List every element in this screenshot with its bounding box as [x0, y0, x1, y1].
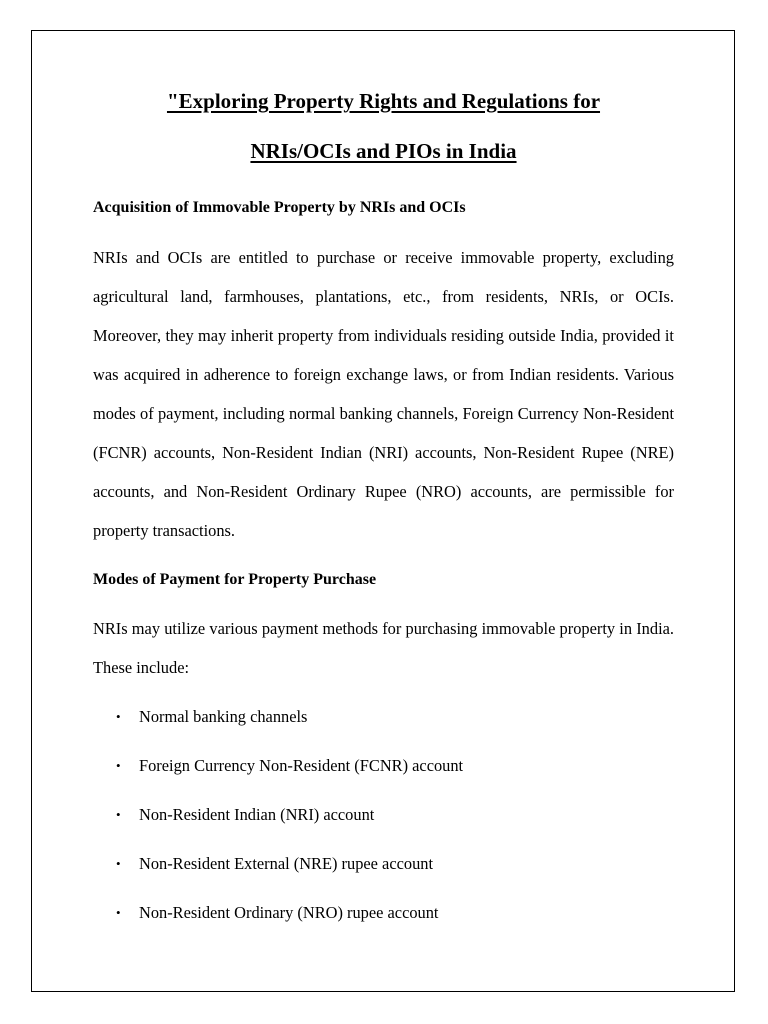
paragraph-payment-modes: NRIs may utilize various payment methods for purchasing immovable property in India. These include:	[93, 619, 674, 677]
payment-methods-list	[93, 697, 674, 942]
list-item	[93, 795, 674, 844]
document-title-line-2: NRIs/OCIs and PIOs in India	[250, 139, 517, 163]
bullet-icon: •	[116, 807, 121, 822]
section-heading-payment-modes: Modes of Payment for Property Purchase	[93, 571, 377, 588]
bullet-icon: •	[116, 856, 121, 871]
list-item-text: Foreign Currency Non-Resident (FCNR) account	[139, 756, 464, 775]
paragraph-acquisition: NRIs and OCIs are entitled to purchase or receive immovable property, excluding agricultural land, farmhouses, plantations, etc., from residents, NRIs, or OCIs. Moreover, they may inherit property from individuals residing outside India, provided it was acquired in adherence to foreign exchange laws, or from Indian residents. Various modes of payment, including normal banking channels, Foreign Currency Non-Resident (FCNR) accounts, Non-Resident Indian (NRI) accounts, Non-Resident Rupee (NRE) accounts, and Non-Resident Ordinary Rupee (NRO) accounts, are permissible for property transactions.	[93, 248, 674, 540]
bullet-icon: •	[116, 758, 121, 773]
list-item	[93, 844, 674, 893]
document-title-line-1: "Exploring Property Rights and Regulations for	[166, 89, 601, 113]
list-item-text: Non-Resident Ordinary (NRO) rupee account	[139, 903, 439, 922]
list-item-text: Normal banking channels	[139, 707, 308, 726]
list-item	[93, 746, 674, 795]
bullet-icon: •	[116, 709, 121, 724]
list-item-text: Non-Resident Indian (NRI) account	[139, 805, 375, 824]
list-item	[93, 697, 674, 746]
list-item-text: Non-Resident External (NRE) rupee account	[139, 854, 434, 873]
bullet-icon: •	[116, 905, 121, 920]
section-heading-acquisition: Acquisition of Immovable Property by NRIs and OCIs	[93, 199, 466, 216]
list-item	[93, 893, 674, 942]
